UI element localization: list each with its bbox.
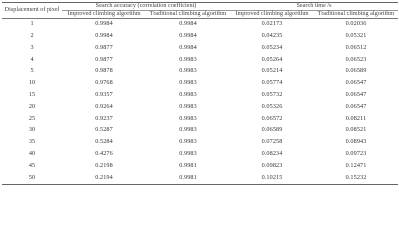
value-cell: 0.05214 bbox=[261, 67, 283, 75]
table-row bbox=[2, 101, 398, 113]
row-header: Displacement of pixel bbox=[2, 3, 62, 19]
value-cell: 0.2198 bbox=[95, 161, 113, 169]
value-cell: 0.9984 bbox=[179, 20, 197, 28]
value-cell: 0.05732 bbox=[261, 91, 283, 99]
value-cell: 0.12471 bbox=[345, 161, 367, 169]
table-body bbox=[2, 18, 398, 184]
value-cell: 0.9983 bbox=[179, 138, 197, 146]
table-row bbox=[2, 125, 398, 137]
value-cell: 0.08234 bbox=[261, 150, 283, 158]
value-cell: 0.5287 bbox=[95, 126, 113, 134]
value-cell: 0.05326 bbox=[261, 102, 283, 110]
pixel-cell: 30 bbox=[28, 126, 36, 134]
value-cell: 0.15232 bbox=[345, 173, 367, 181]
sub-header: Improved climbing algorithm bbox=[62, 10, 146, 18]
value-cell: 0.5284 bbox=[95, 138, 113, 146]
sub-header: Traditional climbing algorithm bbox=[146, 10, 230, 18]
value-cell: 0.9983 bbox=[179, 102, 197, 110]
pixel-cell: 15 bbox=[28, 91, 36, 99]
group-header-accuracy: Search accuracy (correlation coefficient) bbox=[62, 3, 230, 11]
value-cell: 0.08943 bbox=[345, 138, 367, 146]
value-cell: 0.2194 bbox=[95, 173, 113, 181]
value-cell: 0.9983 bbox=[179, 114, 197, 122]
value-cell: 0.9983 bbox=[179, 79, 197, 87]
pixel-cell: 35 bbox=[28, 138, 36, 146]
value-cell: 0.08521 bbox=[345, 126, 367, 134]
value-cell: 0.06547 bbox=[345, 91, 367, 99]
table-row bbox=[2, 78, 398, 90]
value-cell: 0.9877 bbox=[95, 55, 113, 63]
value-cell: 0.9983 bbox=[179, 91, 197, 99]
value-cell: 0.07258 bbox=[261, 138, 283, 146]
results-table bbox=[2, 2, 398, 185]
value-cell: 0.02036 bbox=[345, 20, 367, 28]
table-row bbox=[2, 66, 398, 78]
value-cell: 0.10215 bbox=[261, 173, 283, 181]
value-cell: 0.9237 bbox=[95, 114, 113, 122]
value-cell: 0.9981 bbox=[179, 161, 197, 169]
value-cell: 0.9983 bbox=[179, 67, 197, 75]
table-row bbox=[2, 113, 398, 125]
group-header-time: Search time /s bbox=[230, 3, 398, 11]
pixel-cell: 2 bbox=[30, 32, 34, 40]
table-row bbox=[2, 149, 398, 161]
pixel-cell: 20 bbox=[28, 102, 36, 110]
value-cell: 0.9877 bbox=[95, 43, 113, 51]
value-cell: 0.9768 bbox=[95, 79, 113, 87]
sub-header: Improved climbing algorithm bbox=[230, 10, 314, 18]
value-cell: 0.9984 bbox=[179, 43, 197, 51]
value-cell: 0.06589 bbox=[345, 67, 367, 75]
pixel-cell: 25 bbox=[28, 114, 36, 122]
table-row bbox=[2, 90, 398, 102]
pixel-cell: 1 bbox=[30, 20, 34, 28]
value-cell: 0.05264 bbox=[261, 55, 283, 63]
value-cell: 0.9983 bbox=[179, 55, 197, 63]
table-row bbox=[2, 54, 398, 66]
value-cell: 0.9878 bbox=[95, 67, 113, 75]
sub-header: Traditional climbing algorithm bbox=[314, 10, 398, 18]
pixel-cell: 45 bbox=[28, 161, 36, 169]
value-cell: 0.05774 bbox=[261, 79, 283, 87]
value-cell: 0.9984 bbox=[95, 20, 113, 28]
value-cell: 0.06547 bbox=[345, 102, 367, 110]
table-row bbox=[2, 137, 398, 149]
table-row bbox=[2, 160, 398, 172]
value-cell: 0.06589 bbox=[261, 126, 283, 134]
value-cell: 0.09823 bbox=[261, 161, 283, 169]
value-cell: 0.02173 bbox=[261, 20, 283, 28]
value-cell: 0.9357 bbox=[95, 91, 113, 99]
value-cell: 0.06547 bbox=[345, 79, 367, 87]
table-row bbox=[2, 31, 398, 43]
value-cell: 0.06512 bbox=[345, 43, 367, 51]
value-cell: 0.05321 bbox=[345, 32, 367, 40]
pixel-cell: 4 bbox=[30, 55, 34, 63]
value-cell: 0.04235 bbox=[261, 32, 283, 40]
pixel-cell: 10 bbox=[28, 79, 36, 87]
value-cell: 0.9264 bbox=[95, 102, 113, 110]
value-cell: 0.9984 bbox=[179, 32, 197, 40]
value-cell: 0.08211 bbox=[345, 114, 367, 122]
table-row bbox=[2, 18, 398, 30]
value-cell: 0.4276 bbox=[95, 150, 113, 158]
pixel-cell: 40 bbox=[28, 150, 36, 158]
value-cell: 0.09723 bbox=[345, 150, 367, 158]
table-row bbox=[2, 42, 398, 54]
value-cell: 0.9983 bbox=[179, 150, 197, 158]
table-row bbox=[2, 172, 398, 184]
value-cell: 0.06572 bbox=[261, 114, 283, 122]
value-cell: 0.06523 bbox=[345, 55, 367, 63]
value-cell: 0.9983 bbox=[179, 126, 197, 134]
value-cell: 0.9984 bbox=[95, 32, 113, 40]
value-cell: 0.05234 bbox=[261, 43, 283, 51]
pixel-cell: 3 bbox=[30, 43, 34, 51]
pixel-cell: 5 bbox=[30, 67, 34, 75]
pixel-cell: 50 bbox=[28, 173, 36, 181]
value-cell: 0.9981 bbox=[179, 173, 197, 181]
